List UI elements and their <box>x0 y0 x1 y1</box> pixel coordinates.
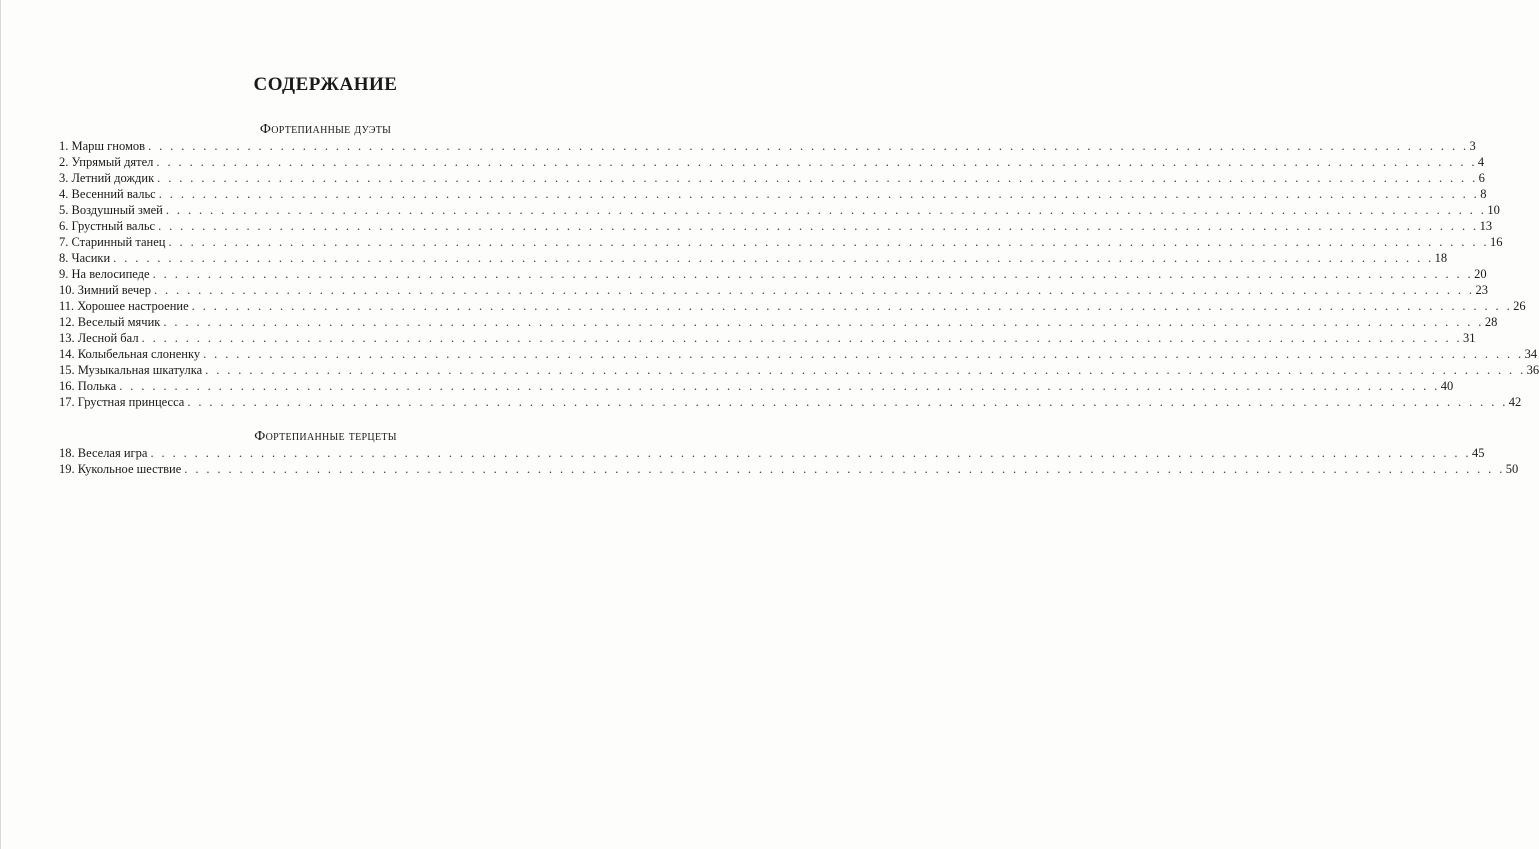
toc-entry <box>59 218 1493 234</box>
toc-entry <box>59 282 1488 298</box>
section-heading-tercets: Фортепианные терцеты <box>254 429 397 444</box>
toc-entry <box>59 250 1448 266</box>
toc-entry-page-number: 42 <box>1508 395 1522 409</box>
toc-entry-page-number: 4 <box>1477 155 1485 169</box>
toc-entry-title: 9. На велосипеде <box>59 267 150 281</box>
dot-leader: . . . . . . . . . . . . . . . . . . . . . . . . . . . . . . . . . . . . . . . . . . . . . . . . . . . . . . . . . . . . . . . . . . . . . . . . . . . . . . . . . . . . . . . . . . . . . . . . . . . . . . . . . . . . . . . . . . . . . . . . <box>191 299 1513 313</box>
dot-leader: . . . . . . . . . . . . . . . . . . . . . . . . . . . . . . . . . . . . . . . . . . . . . . . . . . . . . . . . . . . . . . . . . . . . . . . . . . . . . . . . . . . . . . . . . . . . . . . . . . . . . . . . . . . . . . . . . . . . . . . . <box>153 283 1475 297</box>
toc-entry-page-number: 23 <box>1475 283 1488 297</box>
toc-entry <box>59 202 1500 218</box>
toc-entry-page-number: 6 <box>1478 171 1485 185</box>
toc-entry <box>59 362 1539 378</box>
toc-entry-title: 7. Старинный танец <box>59 235 166 249</box>
toc-entry-title: 6. Грустный вальс <box>59 219 156 233</box>
dot-leader: . . . . . . . . . . . . . . . . . . . . . . . . . . . . . . . . . . . . . . . . . . . . . . . . . . . . . . . . . . . . . . . . . . . . . . . . . . . . . . . . . . . . . . . . . . . . . . . . . . . . . . . . . . . . . . . . . . . . . . . . <box>163 315 1484 329</box>
toc-entry <box>59 266 1487 282</box>
toc-entry-page-number: 28 <box>1484 315 1498 329</box>
toc-entry <box>59 138 1476 154</box>
toc-entry-title: 15. Музыкальная шкатулка <box>59 363 203 377</box>
toc-entry-title: 5. Воздушный змей <box>59 203 163 217</box>
toc-entry-title: 18. Веселая игра <box>59 446 148 460</box>
dot-leader: . . . . . . . . . . . . . . . . . . . . . . . . . . . . . . . . . . . . . . . . . . . . . . . . . . . . . . . . . . . . . . . . . . . . . . . . . . . . . . . . . . . . . . . . . . . . . . . . . . . . . . . . . . . . . . . . . . . . . . . . <box>119 379 1440 393</box>
toc-list-duets <box>59 138 1539 410</box>
dot-leader: . . . . . . . . . . . . . . . . . . . . . . . . . . . . . . . . . . . . . . . . . . . . . . . . . . . . . . . . . . . . . . . . . . . . . . . . . . . . . . . . . . . . . . . . . . . . . . . . . . . . . . . . . . . . . . . . . . . . . . . . <box>148 139 1469 153</box>
toc-entry-title: 2. Упрямый дятел <box>59 155 154 169</box>
toc-entry-title: 4. Весенний вальс <box>59 187 156 201</box>
toc-entry-title: 11. Хорошее настроение <box>59 299 189 313</box>
toc-entry <box>59 445 1485 461</box>
toc-entry <box>59 461 1519 477</box>
dot-leader: . . . . . . . . . . . . . . . . . . . . . . . . . . . . . . . . . . . . . . . . . . . . . . . . . . . . . . . . . . . . . . . . . . . . . . . . . . . . . . . . . . . . . . . . . . . . . . . . . . . . . . . . . . . . . . . . . . . . . . . . <box>113 251 1434 265</box>
dot-leader: . . . . . . . . . . . . . . . . . . . . . . . . . . . . . . . . . . . . . . . . . . . . . . . . . . . . . . . . . . . . . . . . . . . . . . . . . . . . . . . . . . . . . . . . . . . . . . . . . . . . . . . . . . . . . . . . . . . . . . . . <box>165 203 1487 217</box>
toc-entry-title: 12. Веселый мячик <box>59 315 161 329</box>
dot-leader: . . . . . . . . . . . . . . . . . . . . . . . . . . . . . . . . . . . . . . . . . . . . . . . . . . . . . . . . . . . . . . . . . . . . . . . . . . . . . . . . . . . . . . . . . . . . . . . . . . . . . . . . . . . . . . . . . . . . . . . . <box>157 171 1478 185</box>
toc-entry-page-number: 13 <box>1479 219 1493 233</box>
dot-leader: . . . . . . . . . . . . . . . . . . . . . . . . . . . . . . . . . . . . . . . . . . . . . . . . . . . . . . . . . . . . . . . . . . . . . . . . . . . . . . . . . . . . . . . . . . . . . . . . . . . . . . . . . . . . . . . . . . . . . . . . <box>141 331 1463 345</box>
toc-entry-title: 10. Зимний вечер <box>59 283 151 297</box>
dot-leader: . . . . . . . . . . . . . . . . . . . . . . . . . . . . . . . . . . . . . . . . . . . . . . . . . . . . . . . . . . . . . . . . . . . . . . . . . . . . . . . . . . . . . . . . . . . . . . . . . . . . . . . . . . . . . . . . . . . . . . . . <box>156 155 1477 169</box>
toc-entry-title: 3. Летний дождик <box>59 171 155 185</box>
toc-entry-page-number: 36 <box>1526 363 1539 377</box>
toc-entry <box>59 314 1498 330</box>
toc-entry-page-number: 20 <box>1474 267 1487 281</box>
toc-entry <box>59 330 1476 346</box>
toc-entry-title: 8. Часики <box>59 251 111 265</box>
toc-entry-page-number: 16 <box>1489 235 1503 249</box>
toc-entry-title: 14. Колыбельная слоненку <box>59 347 201 361</box>
dot-leader: . . . . . . . . . . . . . . . . . . . . . . . . . . . . . . . . . . . . . . . . . . . . . . . . . . . . . . . . . . . . . . . . . . . . . . . . . . . . . . . . . . . . . . . . . . . . . . . . . . . . . . . . . . . . . . . . . . . . . . . . <box>152 267 1474 281</box>
toc-list-tercets <box>59 445 1519 477</box>
toc-entry-page-number: 50 <box>1505 462 1519 476</box>
toc-entry-title: 13. Лесной бал <box>59 331 139 345</box>
toc-entry-page-number: 40 <box>1440 379 1454 393</box>
toc-entry <box>59 154 1485 170</box>
toc-entry <box>59 234 1503 250</box>
toc-entry-page-number: 45 <box>1471 446 1485 460</box>
dot-leader: . . . . . . . . . . . . . . . . . . . . . . . . . . . . . . . . . . . . . . . . . . . . . . . . . . . . . . . . . . . . . . . . . . . . . . . . . . . . . . . . . . . . . . . . . . . . . . . . . . . . . . . . . . . . . . . . . . . . . . . . <box>187 395 1508 409</box>
toc-entry-page-number: 31 <box>1463 331 1476 345</box>
dot-leader: . . . . . . . . . . . . . . . . . . . . . . . . . . . . . . . . . . . . . . . . . . . . . . . . . . . . . . . . . . . . . . . . . . . . . . . . . . . . . . . . . . . . . . . . . . . . . . . . . . . . . . . . . . . . . . . . . . . . . . . . <box>158 187 1480 201</box>
dot-leader: . . . . . . . . . . . . . . . . . . . . . . . . . . . . . . . . . . . . . . . . . . . . . . . . . . . . . . . . . . . . . . . . . . . . . . . . . . . . . . . . . . . . . . . . . . . . . . . . . . . . . . . . . . . . . . . . . . . . . . . . <box>168 235 1489 249</box>
toc-entry-title: 16. Полька <box>59 379 117 393</box>
dot-leader: . . . . . . . . . . . . . . . . . . . . . . . . . . . . . . . . . . . . . . . . . . . . . . . . . . . . . . . . . . . . . . . . . . . . . . . . . . . . . . . . . . . . . . . . . . . . . . . . . . . . . . . . . . . . . . . . . . . . . . . . <box>203 347 1524 361</box>
dot-leader: . . . . . . . . . . . . . . . . . . . . . . . . . . . . . . . . . . . . . . . . . . . . . . . . . . . . . . . . . . . . . . . . . . . . . . . . . . . . . . . . . . . . . . . . . . . . . . . . . . . . . . . . . . . . . . . . . . . . . . . . <box>158 219 1479 233</box>
section-heading-duets: Фортепианные дуэты <box>259 122 392 137</box>
toc-entry-page-number: 18 <box>1434 251 1448 265</box>
toc-entry-page-number: 26 <box>1513 299 1526 313</box>
toc-entry <box>59 298 1526 314</box>
toc-entry-title: 1. Марш гномов <box>59 139 146 153</box>
toc-entry <box>59 170 1485 186</box>
dot-leader: . . . . . . . . . . . . . . . . . . . . . . . . . . . . . . . . . . . . . . . . . . . . . . . . . . . . . . . . . . . . . . . . . . . . . . . . . . . . . . . . . . . . . . . . . . . . . . . . . . . . . . . . . . . . . . . . . . . . . . . . <box>184 462 1505 476</box>
toc-entry-title: 17. Грустная принцесса <box>59 395 185 409</box>
toc-entry-page-number: 34 <box>1524 347 1538 361</box>
page-title: СОДЕРЖАНИЕ <box>253 74 398 95</box>
toc-entry <box>59 378 1454 394</box>
toc-entry-title: 19. Кукольное шествие <box>59 462 182 476</box>
toc-entry <box>59 186 1487 202</box>
toc-entry-page-number: 10 <box>1487 203 1500 217</box>
toc-entry <box>59 346 1538 362</box>
dot-leader: . . . . . . . . . . . . . . . . . . . . . . . . . . . . . . . . . . . . . . . . . . . . . . . . . . . . . . . . . . . . . . . . . . . . . . . . . . . . . . . . . . . . . . . . . . . . . . . . . . . . . . . . . . . . . . . . . . . . . . . . <box>205 363 1526 377</box>
toc-entry <box>59 394 1522 410</box>
toc-entry-page-number: 3 <box>1469 139 1476 153</box>
toc-entry-page-number: 8 <box>1480 187 1487 201</box>
dot-leader: . . . . . . . . . . . . . . . . . . . . . . . . . . . . . . . . . . . . . . . . . . . . . . . . . . . . . . . . . . . . . . . . . . . . . . . . . . . . . . . . . . . . . . . . . . . . . . . . . . . . . . . . . . . . . . . . . . . . . . . . <box>150 446 1471 460</box>
